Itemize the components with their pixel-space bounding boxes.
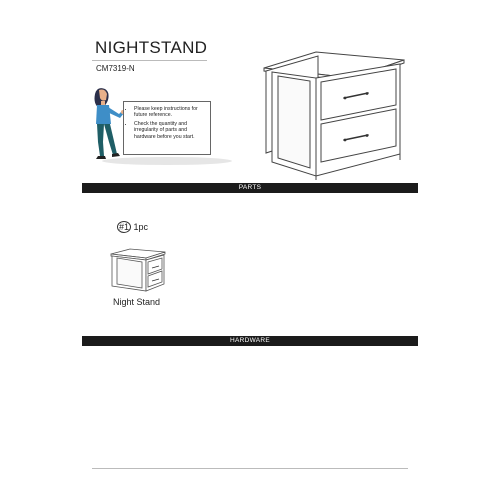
instructions-note bbox=[123, 101, 211, 155]
page-title: NIGHTSTAND bbox=[95, 38, 208, 57]
model-number: CM7319-N bbox=[96, 64, 135, 73]
parts-section-header: PARTS bbox=[82, 183, 418, 193]
part-label bbox=[117, 222, 148, 232]
footer-divider bbox=[92, 468, 408, 469]
part-name: Night Stand bbox=[113, 297, 161, 307]
hardware-section-header: HARDWARE bbox=[82, 336, 418, 346]
night-stand-part-icon bbox=[108, 248, 168, 293]
note-item: • Check the quantity and irregularity of parts and hardware before you start. bbox=[134, 121, 207, 140]
note-item: • Please keep instructions for future reference. bbox=[134, 106, 207, 119]
part-number: #1 bbox=[119, 222, 130, 232]
title-divider bbox=[92, 60, 207, 61]
floor-shadow bbox=[102, 157, 232, 165]
part-quantity: 1pc bbox=[133, 222, 149, 232]
nightstand-drawing bbox=[258, 50, 408, 180]
